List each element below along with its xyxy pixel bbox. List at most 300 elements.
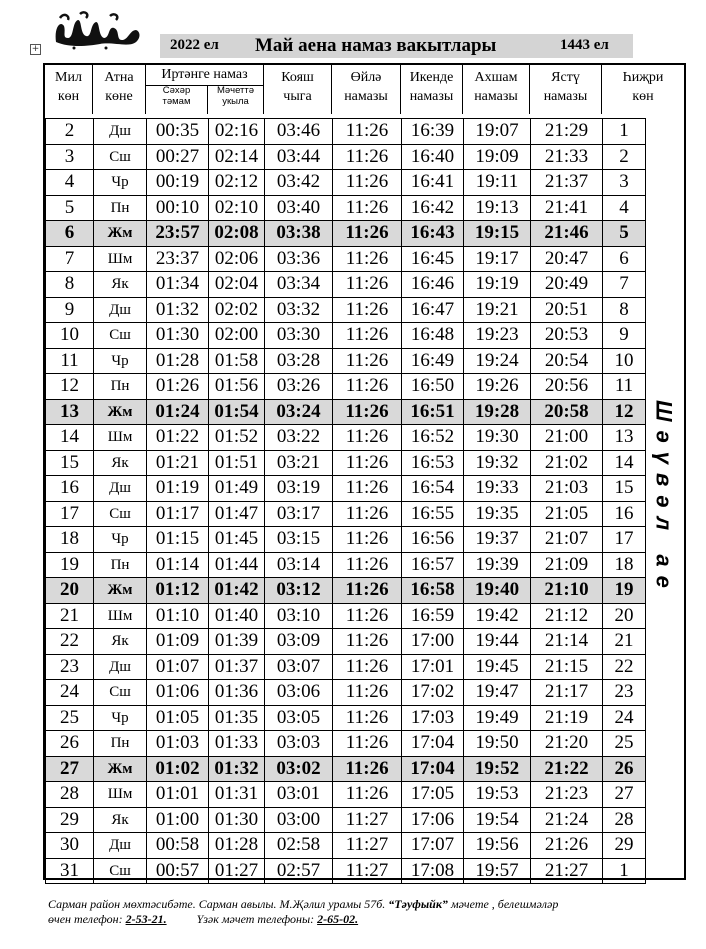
- sehar-tamam-cell: 00:57: [147, 858, 209, 884]
- sehar-tamam-cell: 01:10: [147, 603, 209, 629]
- koyash-chyga-cell: 03:17: [265, 501, 333, 527]
- koyash-chyga-cell: 03:03: [265, 731, 333, 757]
- akhsham-cell: 19:17: [464, 246, 531, 272]
- mechette-ukyla-cell: 01:27: [209, 858, 265, 884]
- hijri-day-cell: 3: [603, 170, 646, 196]
- hijri-day-cell: 5: [603, 221, 646, 247]
- hijri-day-cell: 11: [603, 374, 646, 400]
- ikende-cell: 16:53: [402, 450, 464, 476]
- hijri-day-cell: 24: [603, 705, 646, 731]
- koyash-chyga-cell: 03:19: [265, 476, 333, 502]
- sehar-tamam-cell: 00:27: [147, 144, 209, 170]
- day-cell: 18: [46, 527, 94, 553]
- sehar-tamam-cell: 01:06: [147, 680, 209, 706]
- yastu-cell: 21:33: [531, 144, 603, 170]
- table-row: [46, 782, 646, 808]
- sehar-tamam-cell: 01:07: [147, 654, 209, 680]
- hijri-day-cell: 1: [603, 119, 646, 145]
- title-bar: [160, 34, 633, 58]
- mechette-ukyla-cell: 01:30: [209, 807, 265, 833]
- hijri-day-cell: 9: [603, 323, 646, 349]
- oile-cell: 11:26: [333, 170, 402, 196]
- hijri-day-cell: 14: [603, 450, 646, 476]
- table-row: [46, 450, 646, 476]
- mechette-ukyla-cell: 02:06: [209, 246, 265, 272]
- day-cell: 30: [46, 833, 94, 859]
- weekday-cell: Дш: [94, 654, 147, 680]
- yastu-cell: 20:56: [531, 374, 603, 400]
- ikende-cell: 17:04: [402, 756, 464, 782]
- day-cell: 7: [46, 246, 94, 272]
- hijri-day-cell: 15: [603, 476, 646, 502]
- mechette-ukyla-cell: 02:04: [209, 272, 265, 298]
- day-cell: 31: [46, 858, 94, 884]
- weekday-cell: Сш: [94, 680, 147, 706]
- ikende-cell: 16:55: [402, 501, 464, 527]
- table-row: [46, 297, 646, 323]
- yastu-cell: 21:09: [531, 552, 603, 578]
- weekday-cell: Як: [94, 807, 147, 833]
- day-cell: 25: [46, 705, 94, 731]
- hijri-day-cell: 8: [603, 297, 646, 323]
- day-cell: 27: [46, 756, 94, 782]
- weekday-cell: Як: [94, 450, 147, 476]
- mechette-ukyla-cell: 01:36: [209, 680, 265, 706]
- table-row: [46, 858, 646, 884]
- weekday-cell: Сш: [94, 501, 147, 527]
- day-cell: 2: [46, 119, 94, 145]
- mechette-ukyla-cell: 01:40: [209, 603, 265, 629]
- hijri-day-cell: 20: [603, 603, 646, 629]
- table-row: [46, 527, 646, 553]
- ikende-cell: 16:43: [402, 221, 464, 247]
- table-row: [46, 552, 646, 578]
- koyash-chyga-cell: 03:12: [265, 578, 333, 604]
- akhsham-cell: 19:53: [464, 782, 531, 808]
- weekday-cell: Чр: [94, 170, 147, 196]
- day-cell: 10: [46, 323, 94, 349]
- footer-note: Сарман район мөхтәсибәте. Сарман авылы. М.Җәлил урамы 57б. “Тәуфыйк” мәчете , белешмәләр өчен телефон: 2-53-21. Үзәк мәчет телефоны: 2-65-02.: [48, 897, 559, 926]
- akhsham-cell: 19:13: [464, 195, 531, 221]
- sehar-tamam-cell: 01:01: [147, 782, 209, 808]
- akhsham-cell: 19:35: [464, 501, 531, 527]
- sehar-tamam-cell: 01:02: [147, 756, 209, 782]
- sehar-tamam-cell: 01:26: [147, 374, 209, 400]
- oile-cell: 11:26: [333, 552, 402, 578]
- table-row: [46, 603, 646, 629]
- koyash-chyga-cell: 03:30: [265, 323, 333, 349]
- sehar-tamam-cell: 00:19: [147, 170, 209, 196]
- day-cell: 23: [46, 654, 94, 680]
- mechette-ukyla-cell: 01:33: [209, 731, 265, 757]
- sehar-tamam-cell: 00:35: [147, 119, 209, 145]
- ikende-cell: 17:01: [402, 654, 464, 680]
- table-header: [45, 65, 684, 114]
- mechette-ukyla-cell: 01:54: [209, 399, 265, 425]
- oile-cell: 11:26: [333, 399, 402, 425]
- akhsham-cell: 19:11: [464, 170, 531, 196]
- akhsham-cell: 19:26: [464, 374, 531, 400]
- akhsham-cell: 19:07: [464, 119, 531, 145]
- oile-cell: 11:26: [333, 680, 402, 706]
- table-row: [46, 476, 646, 502]
- table-row: [46, 680, 646, 706]
- sehar-tamam-cell: 01:22: [147, 425, 209, 451]
- ikende-cell: 17:04: [402, 731, 464, 757]
- weekday-cell: Жм: [94, 399, 147, 425]
- header-koyash-chyga: Кояш чыга: [264, 65, 332, 114]
- yastu-cell: 21:41: [531, 195, 603, 221]
- oile-cell: 11:26: [333, 527, 402, 553]
- koyash-chyga-cell: 03:05: [265, 705, 333, 731]
- header-irtenge-namaz: Иртәнге намаз Сәхәр тәмам Мәчеттә укыла: [146, 65, 264, 114]
- day-cell: 8: [46, 272, 94, 298]
- table-row: [46, 807, 646, 833]
- table-row: [46, 578, 646, 604]
- sehar-tamam-cell: 00:58: [147, 833, 209, 859]
- table-row: [46, 119, 646, 145]
- oile-cell: 11:26: [333, 272, 402, 298]
- header-akhsham-namazy: Ахшам намазы: [463, 65, 530, 114]
- hijri-month-text: Шәүвәл ае: [651, 399, 677, 597]
- sehar-tamam-cell: 23:37: [147, 246, 209, 272]
- ikende-cell: 16:57: [402, 552, 464, 578]
- day-cell: 28: [46, 782, 94, 808]
- ikende-cell: 17:03: [402, 705, 464, 731]
- akhsham-cell: 19:47: [464, 680, 531, 706]
- weekday-cell: Жм: [94, 221, 147, 247]
- sehar-tamam-cell: 01:19: [147, 476, 209, 502]
- table-row: [46, 756, 646, 782]
- koyash-chyga-cell: 03:15: [265, 527, 333, 553]
- mechette-ukyla-cell: 02:08: [209, 221, 265, 247]
- day-cell: 6: [46, 221, 94, 247]
- akhsham-cell: 19:49: [464, 705, 531, 731]
- ikende-cell: 16:58: [402, 578, 464, 604]
- akhsham-cell: 19:54: [464, 807, 531, 833]
- calligraphy-logo: [50, 8, 145, 50]
- hijri-day-cell: 26: [603, 756, 646, 782]
- weekday-cell: Сш: [94, 323, 147, 349]
- hijri-day-cell: 22: [603, 654, 646, 680]
- header-oile-namazy: Өйлә намазы: [332, 65, 401, 114]
- yastu-cell: 20:53: [531, 323, 603, 349]
- hijri-year: 1443 ел: [560, 37, 609, 53]
- weekday-cell: Дш: [94, 119, 147, 145]
- sehar-tamam-cell: 01:09: [147, 629, 209, 655]
- ikende-cell: 16:41: [402, 170, 464, 196]
- oile-cell: 11:26: [333, 348, 402, 374]
- yastu-cell: 20:51: [531, 297, 603, 323]
- yastu-cell: 21:05: [531, 501, 603, 527]
- weekday-cell: Сш: [94, 144, 147, 170]
- mechette-ukyla-cell: 01:31: [209, 782, 265, 808]
- ikende-cell: 17:05: [402, 782, 464, 808]
- day-cell: 29: [46, 807, 94, 833]
- ikende-cell: 16:48: [402, 323, 464, 349]
- oile-cell: 11:26: [333, 782, 402, 808]
- hijri-day-cell: 10: [603, 348, 646, 374]
- koyash-chyga-cell: 03:02: [265, 756, 333, 782]
- day-cell: 24: [46, 680, 94, 706]
- prayer-times-table: [45, 118, 646, 884]
- weekday-cell: Шм: [94, 425, 147, 451]
- day-cell: 17: [46, 501, 94, 527]
- hijri-day-cell: 17: [603, 527, 646, 553]
- mechette-ukyla-cell: 02:02: [209, 297, 265, 323]
- sehar-tamam-cell: 01:24: [147, 399, 209, 425]
- hijri-day-cell: 12: [603, 399, 646, 425]
- oile-cell: 11:26: [333, 705, 402, 731]
- gregorian-year: 2022 ел: [170, 37, 219, 53]
- mechette-ukyla-cell: 01:51: [209, 450, 265, 476]
- yastu-cell: 20:47: [531, 246, 603, 272]
- weekday-cell: Дш: [94, 297, 147, 323]
- day-cell: 11: [46, 348, 94, 374]
- weekday-cell: Жм: [94, 578, 147, 604]
- hijri-month-label: [645, 118, 682, 878]
- akhsham-cell: 19:28: [464, 399, 531, 425]
- koyash-chyga-cell: 03:09: [265, 629, 333, 655]
- koyash-chyga-cell: 03:07: [265, 654, 333, 680]
- akhsham-cell: 19:52: [464, 756, 531, 782]
- oile-cell: 11:26: [333, 629, 402, 655]
- koyash-chyga-cell: 03:14: [265, 552, 333, 578]
- koyash-chyga-cell: 03:32: [265, 297, 333, 323]
- table-row: [46, 144, 646, 170]
- koyash-chyga-cell: 03:10: [265, 603, 333, 629]
- mechette-ukyla-cell: 01:45: [209, 527, 265, 553]
- weekday-cell: Шм: [94, 782, 147, 808]
- weekday-cell: Сш: [94, 858, 147, 884]
- table-row: [46, 348, 646, 374]
- weekday-cell: Шм: [94, 246, 147, 272]
- hijri-day-cell: 1: [603, 858, 646, 884]
- koyash-chyga-cell: 03:38: [265, 221, 333, 247]
- sehar-tamam-cell: 01:14: [147, 552, 209, 578]
- akhsham-cell: 19:56: [464, 833, 531, 859]
- akhsham-cell: 19:45: [464, 654, 531, 680]
- hijri-day-cell: 2: [603, 144, 646, 170]
- akhsham-cell: 19:24: [464, 348, 531, 374]
- oile-cell: 11:26: [333, 246, 402, 272]
- mechette-ukyla-cell: 02:00: [209, 323, 265, 349]
- weekday-cell: Пн: [94, 552, 147, 578]
- sehar-tamam-cell: 00:10: [147, 195, 209, 221]
- day-cell: 21: [46, 603, 94, 629]
- yastu-cell: 21:19: [531, 705, 603, 731]
- day-cell: 16: [46, 476, 94, 502]
- table-row: [46, 323, 646, 349]
- yastu-cell: 21:26: [531, 833, 603, 859]
- yastu-cell: 21:23: [531, 782, 603, 808]
- table-row: [46, 399, 646, 425]
- yastu-cell: 21:10: [531, 578, 603, 604]
- header-hijri-kon: Һиҗри көн: [622, 70, 664, 104]
- mechette-ukyla-cell: 01:28: [209, 833, 265, 859]
- yastu-cell: 21:29: [531, 119, 603, 145]
- mechette-ukyla-cell: 01:32: [209, 756, 265, 782]
- akhsham-cell: 19:37: [464, 527, 531, 553]
- mechette-ukyla-cell: 01:42: [209, 578, 265, 604]
- yastu-cell: 21:17: [531, 680, 603, 706]
- table-row: [46, 272, 646, 298]
- table-row: [46, 731, 646, 757]
- table-body: [46, 119, 646, 884]
- day-cell: 12: [46, 374, 94, 400]
- oile-cell: 11:26: [333, 119, 402, 145]
- ikende-cell: 17:08: [402, 858, 464, 884]
- oile-cell: 11:26: [333, 501, 402, 527]
- header-atna-kone: Атна көне: [93, 65, 146, 114]
- mechette-ukyla-cell: 01:44: [209, 552, 265, 578]
- weekday-cell: Як: [94, 272, 147, 298]
- weekday-cell: Як: [94, 629, 147, 655]
- table-row: [46, 501, 646, 527]
- yastu-cell: 21:46: [531, 221, 603, 247]
- yastu-cell: 20:54: [531, 348, 603, 374]
- ikende-cell: 16:47: [402, 297, 464, 323]
- koyash-chyga-cell: 03:22: [265, 425, 333, 451]
- ikende-cell: 17:06: [402, 807, 464, 833]
- hijri-day-cell: 18: [603, 552, 646, 578]
- koyash-chyga-cell: 03:44: [265, 144, 333, 170]
- hijri-day-cell: 7: [603, 272, 646, 298]
- phone-number-1: 2-53-21.: [125, 912, 167, 926]
- akhsham-cell: 19:23: [464, 323, 531, 349]
- koyash-chyga-cell: 03:34: [265, 272, 333, 298]
- sehar-tamam-cell: 01:00: [147, 807, 209, 833]
- yastu-cell: 21:00: [531, 425, 603, 451]
- oile-cell: 11:26: [333, 323, 402, 349]
- mechette-ukyla-cell: 02:10: [209, 195, 265, 221]
- weekday-cell: Шм: [94, 603, 147, 629]
- oile-cell: 11:26: [333, 374, 402, 400]
- hijri-day-cell: 21: [603, 629, 646, 655]
- header-sehar-tamam: Сәхәр тәмам: [146, 85, 208, 114]
- day-cell: 22: [46, 629, 94, 655]
- day-cell: 4: [46, 170, 94, 196]
- weekday-cell: Пн: [94, 374, 147, 400]
- mechette-ukyla-cell: 01:47: [209, 501, 265, 527]
- ikende-cell: 16:51: [402, 399, 464, 425]
- mechette-ukyla-cell: 02:16: [209, 119, 265, 145]
- oile-cell: 11:26: [333, 654, 402, 680]
- weekday-cell: Дш: [94, 476, 147, 502]
- ikende-cell: 16:42: [402, 195, 464, 221]
- koyash-chyga-cell: 02:57: [265, 858, 333, 884]
- mechette-ukyla-cell: 01:49: [209, 476, 265, 502]
- ikende-cell: 16:46: [402, 272, 464, 298]
- koyash-chyga-cell: 03:00: [265, 807, 333, 833]
- sehar-tamam-cell: 01:12: [147, 578, 209, 604]
- mechette-ukyla-cell: 02:12: [209, 170, 265, 196]
- table-row: [46, 170, 646, 196]
- oile-cell: 11:26: [333, 731, 402, 757]
- akhsham-cell: 19:30: [464, 425, 531, 451]
- weekday-cell: Жм: [94, 756, 147, 782]
- weekday-cell: Дш: [94, 833, 147, 859]
- day-cell: 5: [46, 195, 94, 221]
- table-row: [46, 629, 646, 655]
- oile-cell: 11:26: [333, 221, 402, 247]
- mechette-ukyla-cell: 01:37: [209, 654, 265, 680]
- ikende-cell: 16:50: [402, 374, 464, 400]
- table-row: [46, 425, 646, 451]
- table-row: [46, 374, 646, 400]
- oile-cell: 11:27: [333, 807, 402, 833]
- day-cell: 13: [46, 399, 94, 425]
- oile-cell: 11:27: [333, 858, 402, 884]
- day-cell: 14: [46, 425, 94, 451]
- akhsham-cell: 19:09: [464, 144, 531, 170]
- yastu-cell: 21:22: [531, 756, 603, 782]
- ikende-cell: 16:45: [402, 246, 464, 272]
- ikende-cell: 16:59: [402, 603, 464, 629]
- sehar-tamam-cell: 01:34: [147, 272, 209, 298]
- table-move-handle-icon[interactable]: +: [31, 44, 40, 54]
- ikende-cell: 16:49: [402, 348, 464, 374]
- sehar-tamam-cell: 01:15: [147, 527, 209, 553]
- akhsham-cell: 19:32: [464, 450, 531, 476]
- oile-cell: 11:26: [333, 578, 402, 604]
- header-mechette-ukyla: Мәчеттә укыла: [216, 85, 255, 107]
- table-row: [46, 705, 646, 731]
- akhsham-cell: 19:42: [464, 603, 531, 629]
- akhsham-cell: 19:44: [464, 629, 531, 655]
- akhsham-cell: 19:40: [464, 578, 531, 604]
- header-mil-kon: Мил көн: [45, 65, 93, 114]
- oile-cell: 11:26: [333, 476, 402, 502]
- akhsham-cell: 19:21: [464, 297, 531, 323]
- day-cell: 9: [46, 297, 94, 323]
- sehar-tamam-cell: 01:17: [147, 501, 209, 527]
- yastu-cell: 21:15: [531, 654, 603, 680]
- table-row: [46, 246, 646, 272]
- weekday-cell: Пн: [94, 731, 147, 757]
- table-row: [46, 654, 646, 680]
- yastu-cell: 21:02: [531, 450, 603, 476]
- akhsham-cell: 19:19: [464, 272, 531, 298]
- hijri-day-cell: 16: [603, 501, 646, 527]
- akhsham-cell: 19:57: [464, 858, 531, 884]
- yastu-cell: 21:24: [531, 807, 603, 833]
- mechette-ukyla-cell: 01:52: [209, 425, 265, 451]
- yastu-cell: 20:58: [531, 399, 603, 425]
- ikende-cell: 16:40: [402, 144, 464, 170]
- oile-cell: 11:26: [333, 756, 402, 782]
- hijri-day-cell: 6: [603, 246, 646, 272]
- table-row: [46, 833, 646, 859]
- mechette-ukyla-cell: 01:39: [209, 629, 265, 655]
- yastu-cell: 21:12: [531, 603, 603, 629]
- oile-cell: 11:26: [333, 297, 402, 323]
- header-ikende-namazy: Икенде намазы: [401, 65, 463, 114]
- mechette-ukyla-cell: 01:58: [209, 348, 265, 374]
- koyash-chyga-cell: 03:40: [265, 195, 333, 221]
- yastu-cell: 21:14: [531, 629, 603, 655]
- ikende-cell: 17:00: [402, 629, 464, 655]
- oile-cell: 11:26: [333, 425, 402, 451]
- mechette-ukyla-cell: 01:35: [209, 705, 265, 731]
- yastu-cell: 21:20: [531, 731, 603, 757]
- ikende-cell: 16:56: [402, 527, 464, 553]
- day-cell: 15: [46, 450, 94, 476]
- sehar-tamam-cell: 01:28: [147, 348, 209, 374]
- table-row: [46, 195, 646, 221]
- phone-number-2: 2-65-02.: [317, 912, 359, 926]
- header-yastu-namazy: Ястү намазы: [530, 65, 602, 114]
